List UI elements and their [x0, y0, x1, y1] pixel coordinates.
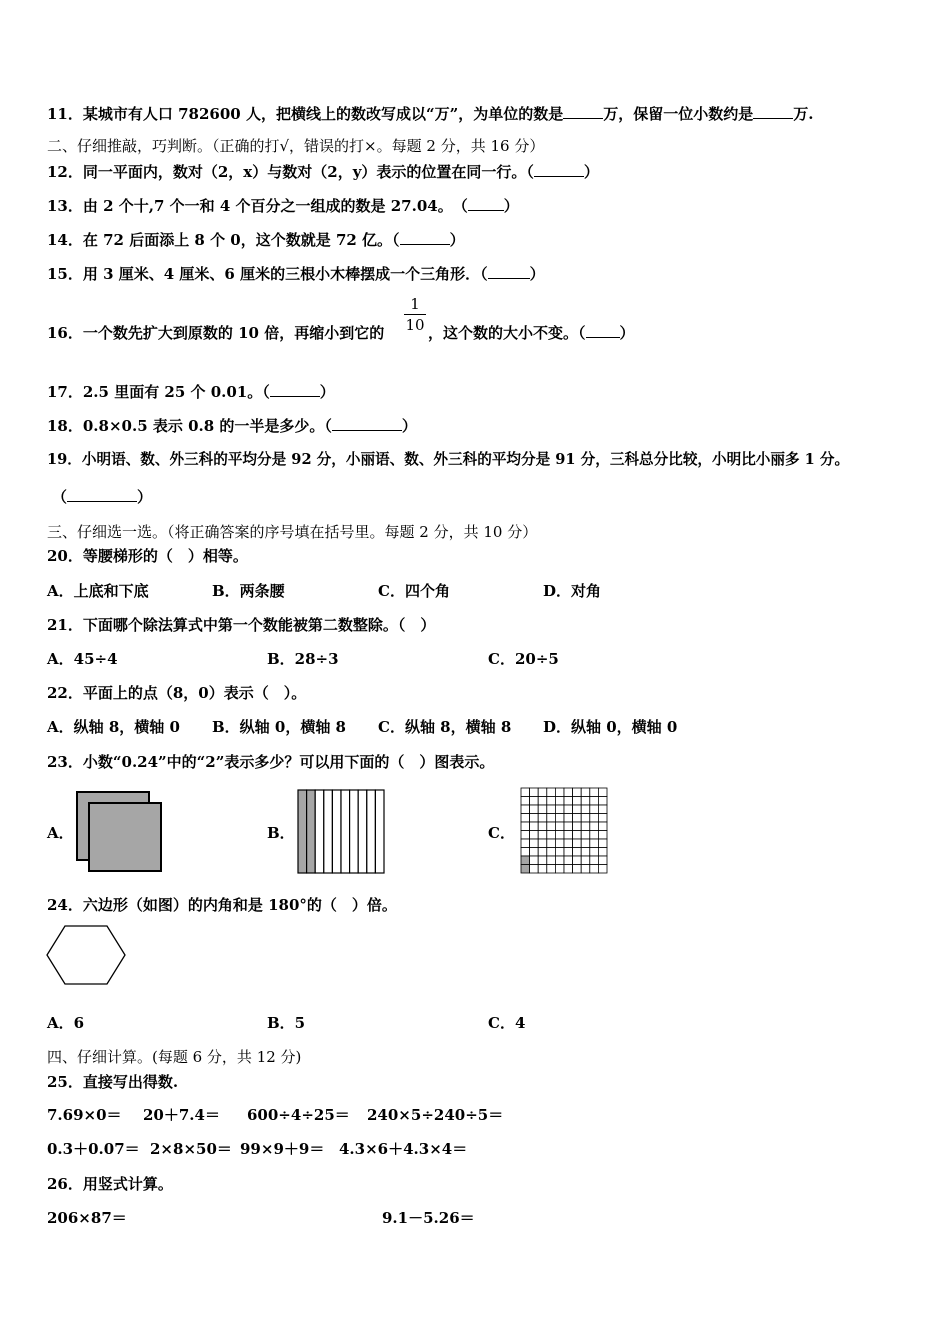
grid-cell — [581, 814, 590, 823]
grid-cell — [581, 797, 590, 806]
grid-cell — [598, 822, 607, 831]
grid-cell — [538, 856, 547, 865]
grid-cell — [547, 814, 556, 823]
question-19-answer: （ ） — [52, 488, 153, 506]
strip — [367, 790, 376, 873]
grid-cell — [598, 865, 607, 874]
grid-cell — [521, 839, 530, 848]
question-20: 20．等腰梯形的（ ）相等。 — [47, 547, 248, 565]
calc-item: 206×87＝ — [47, 1209, 127, 1227]
option-b[interactable]: B．纵轴 0，横轴 8 — [212, 718, 346, 736]
grid-cell — [573, 856, 582, 865]
grid-cell — [530, 856, 539, 865]
grid-cell — [564, 822, 573, 831]
grid-cell — [547, 865, 556, 874]
figure-hundred-grid — [520, 787, 610, 875]
grid-cell — [564, 831, 573, 840]
calc-item: 99×9＋9＝ — [240, 1140, 325, 1158]
question-17: 17．2.5 里面有 25 个 0.01。（ ） — [47, 383, 335, 401]
grid-cell — [564, 839, 573, 848]
grid-cell — [590, 788, 599, 797]
grid-cell — [573, 814, 582, 823]
question-12: 12．同一平面内，数对（2，x）与数对（2，y）表示的位置在同一行。（ ） — [47, 163, 599, 181]
grid-cell — [590, 831, 599, 840]
option-b[interactable]: B．两条腰 — [212, 582, 285, 600]
grid-cell — [538, 839, 547, 848]
grid-cell — [521, 856, 530, 865]
grid-cell — [598, 831, 607, 840]
calc-item: 7.69×0＝ — [47, 1106, 122, 1124]
grid-cell — [590, 856, 599, 865]
option-a[interactable]: A． — [47, 824, 74, 842]
grid-cell — [581, 788, 590, 797]
grid-cell — [564, 865, 573, 874]
question-18: 18．0.8×0.5 表示 0.8 的一半是多少。（ ） — [47, 417, 417, 435]
section-3-heading: 三、仔细选一选。（将正确答案的序号填在括号里。每题 2 分，共 10 分） — [47, 523, 538, 541]
grid-cell — [530, 788, 539, 797]
question-25: 25．直接写出得数. — [47, 1073, 179, 1091]
answer-blank[interactable] — [753, 104, 793, 119]
grid-cell — [573, 839, 582, 848]
option-a[interactable]: A．上底和下底 — [47, 582, 149, 600]
grid-cell — [564, 856, 573, 865]
grid-cell — [555, 831, 564, 840]
grid-cell — [598, 814, 607, 823]
figure-two-squares — [75, 790, 165, 874]
grid-cell — [564, 797, 573, 806]
grid-cell — [590, 839, 599, 848]
grid-cell — [564, 814, 573, 823]
grid-cell — [581, 848, 590, 857]
grid-cell — [581, 822, 590, 831]
grid-cell — [530, 805, 539, 814]
strip — [358, 790, 367, 873]
answer-blank[interactable] — [270, 382, 320, 397]
calc-item: 20＋7.4＝ — [143, 1106, 220, 1124]
grid-cell — [547, 831, 556, 840]
question-13: 13．由 2 个十,7 个一和 4 个百分之一组成的数是 27.04。 （ ） — [47, 197, 519, 215]
answer-blank[interactable] — [332, 416, 402, 431]
grid-cell — [538, 797, 547, 806]
grid-cell — [555, 814, 564, 823]
grid-cell — [564, 805, 573, 814]
strip — [375, 790, 384, 873]
grid-cell — [581, 856, 590, 865]
grid-cell — [598, 788, 607, 797]
option-b[interactable]: B． — [267, 824, 295, 842]
grid-cell — [547, 788, 556, 797]
grid-cell — [521, 805, 530, 814]
grid-cell — [521, 797, 530, 806]
grid-cell — [581, 865, 590, 874]
answer-blank[interactable] — [586, 323, 620, 338]
grid-cell — [521, 814, 530, 823]
option-c[interactable]: C．纵轴 8，横轴 8 — [378, 718, 512, 736]
option-b[interactable]: B．28÷3 — [267, 650, 339, 668]
strip — [307, 790, 316, 873]
grid-cell — [573, 822, 582, 831]
answer-blank[interactable] — [468, 196, 504, 211]
grid-cell — [538, 814, 547, 823]
question-23: 23．小数“0.24”中的“2”表示多少？可以用下面的（ ）图表示。 — [47, 753, 495, 771]
grid-cell — [598, 856, 607, 865]
grid-cell — [564, 788, 573, 797]
grid-cell — [564, 848, 573, 857]
grid-cell — [538, 788, 547, 797]
question-16-pre: 16．一个数先扩大到原数的 10 倍，再缩小到它的 — [47, 324, 385, 342]
grid-cell — [547, 856, 556, 865]
grid-cell — [521, 822, 530, 831]
option-c[interactable]: C．20÷5 — [488, 650, 559, 668]
option-a[interactable]: A．纵轴 8，横轴 0 — [47, 718, 180, 736]
strip — [341, 790, 350, 873]
grid-cell — [555, 865, 564, 874]
grid-cell — [538, 805, 547, 814]
grid-cell — [555, 805, 564, 814]
grid-cell — [547, 848, 556, 857]
option-b[interactable]: B．5 — [267, 1014, 306, 1032]
calc-item: 600÷4÷25＝ — [247, 1106, 350, 1124]
question-26: 26．用竖式计算。 — [47, 1175, 173, 1193]
grid-cell — [530, 797, 539, 806]
option-a[interactable]: A．6 — [47, 1014, 85, 1032]
question-16-post: ，这个数的大小不变。（ ） — [428, 324, 635, 342]
grid-cell — [598, 805, 607, 814]
answer-blank[interactable] — [67, 487, 137, 502]
grid-cell — [538, 831, 547, 840]
grid-cell — [590, 805, 599, 814]
option-a[interactable]: A．45÷4 — [47, 650, 118, 668]
grid-cell — [547, 822, 556, 831]
option-c[interactable]: C．四个角 — [378, 582, 450, 600]
grid-cell — [573, 797, 582, 806]
answer-blank[interactable] — [563, 104, 603, 119]
grid-cell — [521, 865, 530, 874]
grid-cell — [590, 814, 599, 823]
question-21: 21．下面哪个除法算式中第一个数能被第二数整除。（ ） — [47, 616, 436, 634]
option-c[interactable]: C．4 — [488, 1014, 526, 1032]
question-24: 24．六边形（如图）的内角和是 180°的（ ）倍。 — [47, 896, 397, 914]
grid-cell — [530, 814, 539, 823]
option-d[interactable]: D．纵轴 0，横轴 0 — [543, 718, 678, 736]
calc-item: 240×5÷240÷5＝ — [367, 1106, 504, 1124]
grid-cell — [555, 797, 564, 806]
hexagon-figure — [45, 924, 127, 986]
grid-cell — [555, 848, 564, 857]
grid-cell — [590, 797, 599, 806]
question-15: 15．用 3 厘米、4 厘米、6 厘米的三根小木棒摆成一个三角形．（ ） — [47, 265, 545, 283]
calc-item: 9.1－5.26＝ — [382, 1209, 475, 1227]
strip — [332, 790, 341, 873]
section-4-heading: 四、仔细计算。(每题 6 分，共 12 分) — [47, 1048, 302, 1066]
grid-cell — [547, 797, 556, 806]
calc-item: 2×8×50＝ — [150, 1140, 232, 1158]
strip — [350, 790, 359, 873]
strip — [315, 790, 324, 873]
option-d[interactable]: D．对角 — [543, 582, 602, 600]
answer-blank[interactable] — [534, 162, 584, 177]
grid-cell — [590, 865, 599, 874]
question-19: 19．小明语、数、外三科的平均分是 92 分，小丽语、数、外三科的平均分是 91 分，三科总分比较，小明比小丽多 1 分。 — [47, 451, 850, 468]
strip — [298, 790, 307, 873]
grid-cell — [547, 839, 556, 848]
answer-blank[interactable] — [488, 264, 530, 279]
strip — [324, 790, 333, 873]
grid-cell — [530, 839, 539, 848]
front-square — [89, 803, 161, 871]
grid-cell — [555, 856, 564, 865]
grid-cell — [530, 865, 539, 874]
grid-cell — [538, 848, 547, 857]
grid-cell — [538, 865, 547, 874]
grid-cell — [573, 805, 582, 814]
question-22: 22．平面上的点（8，0）表示（ ）。 — [47, 684, 307, 702]
hexagon — [47, 926, 125, 984]
calc-item: 0.3＋0.07＝ — [47, 1140, 140, 1158]
grid-cell — [573, 831, 582, 840]
grid-cell — [530, 831, 539, 840]
grid-cell — [581, 805, 590, 814]
grid-cell — [521, 848, 530, 857]
grid-cell — [590, 848, 599, 857]
grid-cell — [581, 839, 590, 848]
grid-cell — [573, 848, 582, 857]
grid-cell — [573, 865, 582, 874]
grid-cell — [573, 788, 582, 797]
grid-cell — [598, 839, 607, 848]
question-14: 14．在 72 后面添上 8 个 0，这个数就是 72 亿。（ ） — [47, 231, 465, 249]
grid-cell — [555, 788, 564, 797]
grid-cell — [538, 822, 547, 831]
figure-ten-strips — [297, 789, 387, 875]
calc-item: 4.3×6＋4.3×4＝ — [339, 1140, 468, 1158]
fraction-one-tenth: 1 10 — [405, 295, 425, 334]
grid-cell — [547, 805, 556, 814]
grid-cell — [598, 797, 607, 806]
grid-cell — [581, 831, 590, 840]
option-c[interactable]: C． — [488, 824, 515, 842]
grid-cell — [555, 822, 564, 831]
grid-cell — [590, 822, 599, 831]
answer-blank[interactable] — [400, 230, 450, 245]
grid-cell — [530, 848, 539, 857]
section-2-heading: 二、仔细推敲，巧判断。（正确的打√，错误的打×。每题 2 分，共 16 分） — [47, 137, 545, 155]
grid-cell — [521, 831, 530, 840]
grid-cell — [530, 822, 539, 831]
grid-cell — [598, 848, 607, 857]
grid-cell — [555, 839, 564, 848]
question-11: 11．某城市有人口 782600 人，把横线上的数改写成以“万”，为单位的数是 万，保留一位小数约是 万. — [47, 105, 814, 123]
grid-cell — [521, 788, 530, 797]
